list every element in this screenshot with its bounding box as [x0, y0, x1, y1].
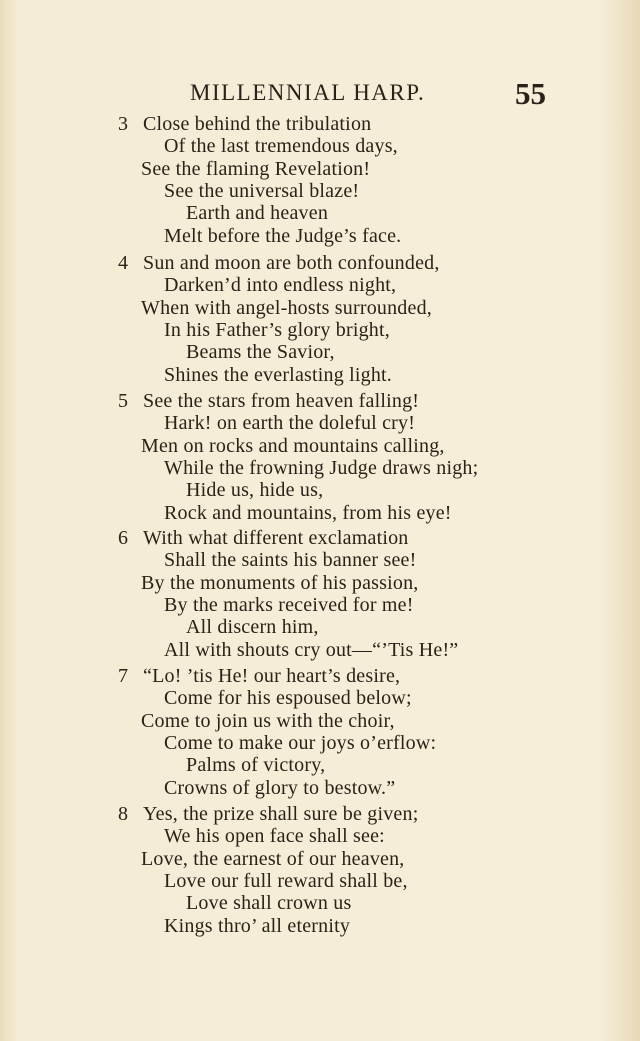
verse-line: While the frowning Judge draws nigh;: [164, 456, 479, 479]
verse-line: When with angel-hosts surrounded,: [141, 296, 432, 319]
verse-line: Beams the Savior,: [186, 341, 335, 364]
verse-line: Men on rocks and mountains calling,: [141, 434, 445, 457]
verse-line: Shines the everlasting light.: [164, 363, 392, 386]
verse-line: Come for his espoused below;: [164, 687, 412, 710]
verse-line: All with shouts cry out—“’Tis He!”: [164, 638, 459, 661]
verse-line: Earth and heaven: [186, 202, 329, 225]
verse-line: Close behind the tribulation: [143, 113, 372, 135]
verse-line: With what different exclamation: [143, 527, 409, 549]
verse-number: 5: [118, 390, 128, 412]
verse-line: By the monuments of his passion,: [141, 571, 419, 594]
verse-line: See the flaming Revelation!: [141, 157, 371, 180]
verse-line: Melt before the Judge’s face.: [164, 224, 402, 247]
verse-line: Kings thro’ all eternity: [164, 914, 351, 937]
running-header: MILLENNIAL HARP.: [190, 80, 426, 105]
verse-line: In his Father’s glory bright,: [164, 318, 390, 341]
verse-line: Love shall crown us: [186, 892, 352, 915]
verse-line: See the universal blaze!: [164, 179, 360, 202]
verse-number: 3: [118, 113, 128, 135]
verse-line: Of the last tremendous days,: [164, 135, 398, 158]
verse-line: Hark! on earth the doleful cry!: [164, 412, 416, 435]
verse-line: Sun and moon are both confounded,: [143, 252, 440, 274]
verse-line: Crowns of glory to bestow.”: [164, 776, 396, 799]
verse-number: 7: [118, 665, 128, 687]
verse-line: Come to make our joys o’erflow:: [164, 731, 437, 754]
verse-number: 6: [118, 527, 128, 549]
verse-line: Shall the saints his banner see!: [164, 549, 417, 572]
verse-number: 8: [118, 803, 128, 825]
verse-number: 4: [118, 252, 128, 274]
verse-line: “Lo! ’tis He! our heart’s desire,: [143, 665, 401, 687]
verse-line: Love, the earnest of our heaven,: [141, 847, 405, 870]
verse-line: Rock and mountains, from his eye!: [164, 501, 452, 524]
verse-line: Hide us, hide us,: [186, 479, 324, 502]
verse-line: Come to join us with the choir,: [141, 709, 395, 732]
verse-line: We his open face shall see:: [164, 825, 385, 848]
verse-line: See the stars from heaven falling!: [143, 390, 420, 412]
verse-line: Yes, the prize shall sure be given;: [143, 803, 419, 825]
page-number: 55: [515, 76, 546, 111]
verse-line: Love our full reward shall be,: [164, 869, 408, 892]
verse-line: All discern him,: [186, 616, 319, 639]
verse-line: By the marks received for me!: [164, 593, 414, 616]
verse-line: Darken’d into endless night,: [164, 274, 397, 297]
verse-line: Palms of victory,: [186, 754, 326, 777]
